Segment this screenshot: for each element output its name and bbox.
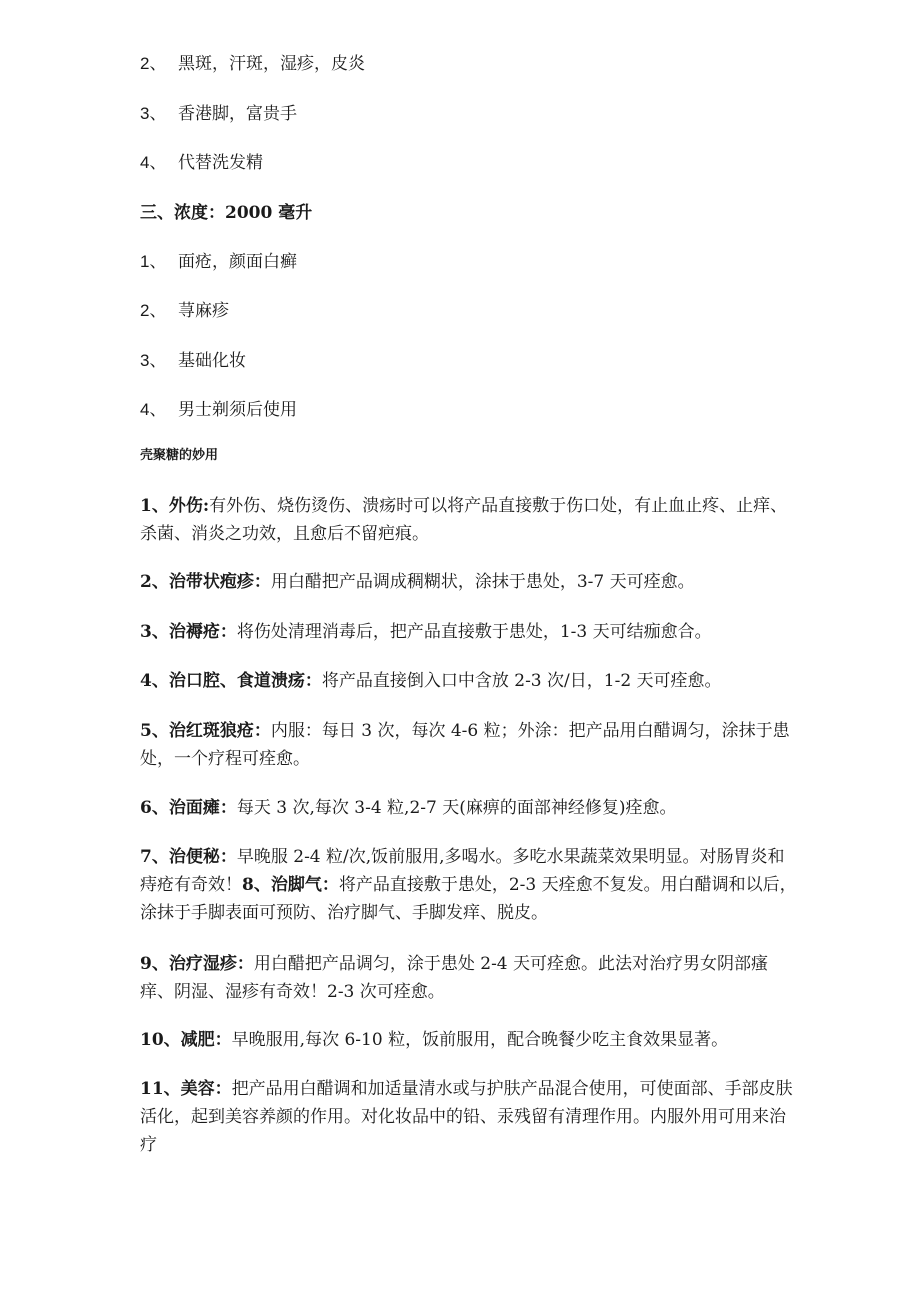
usage-body: 把产品用白醋调和加适量清水或与护肤产品混合使用，可使面部、手部皮肤活化，起到美容养颜的作用。对化妆品中的铅、汞残留有清理作用。内服外用可用来治疗 — [140, 1079, 793, 1155]
list-item — [140, 53, 365, 75]
list-text: 基础化妆 — [178, 351, 246, 371]
list-text: 香港脚，富贵手 — [178, 104, 297, 124]
list-number: 2、 — [140, 54, 167, 73]
usage-paragraph — [140, 618, 800, 646]
usage-paragraph — [140, 843, 800, 927]
usage-heading: 11、美容： — [140, 1079, 232, 1099]
list-number: 3、 — [140, 351, 167, 370]
usage-paragraph — [140, 794, 800, 822]
usage-heading: 7、治便秘： — [140, 847, 237, 867]
list-item — [140, 251, 297, 273]
usage-body: 将产品直接敷于患处，2-3 天痊愈不复发。用白醋调和以后，涂抹于手脚表面可预防、治疗脚气、手脚发痒、脱皮。 — [140, 875, 797, 923]
usage-heading: 9、治疗湿疹： — [140, 954, 254, 974]
usage-body: 每天 3 次,每次 3-4 粒,2-7 天(麻痹的面部神经修复)痊愈。 — [236, 798, 677, 818]
section-heading: 三、浓度：2000 毫升 — [140, 203, 313, 223]
usage-paragraph — [140, 1026, 800, 1054]
list-number: 3、 — [140, 104, 167, 123]
usage-paragraph — [140, 950, 800, 1006]
list-text: 男士剃须后使用 — [178, 400, 297, 420]
usage-heading: 1、外伤: — [140, 496, 210, 516]
usage-body: 早晚服 2-4 粒/次,饭前服用,多喝水。多吃水果蔬菜效果明显。对肠胃炎和痔疮有奇效！ — [140, 847, 785, 895]
usage-paragraph — [140, 717, 800, 773]
usage-body: 将产品直接倒入口中含放 2-3 次/日，1-2 天可痊愈。 — [321, 671, 722, 691]
usage-body: 内服：每日 3 次，每次 4-6 粒；外涂：把产品用白醋调匀，涂抹于患处，一个疗程可痊愈。 — [140, 721, 790, 769]
usage-heading: 5、治红斑狼疮： — [140, 721, 271, 741]
list-text: 代替洗发精 — [178, 153, 263, 173]
usage-paragraph — [140, 492, 800, 548]
usage-heading: 10、减肥： — [140, 1030, 232, 1050]
usage-body: 用白醋把产品调成稠糊状，涂抹于患处，3-7 天可痊愈。 — [270, 572, 695, 592]
list-item — [140, 399, 297, 421]
usage-body: 将伤处清理消毒后，把产品直接敷于患处，1-3 天可结痂愈合。 — [236, 622, 712, 642]
list-number: 4、 — [140, 153, 167, 172]
usage-heading: 6、治面瘫： — [140, 798, 237, 818]
usage-body: 用白醋把产品调匀，涂于患处 2-4 天可痊愈。此法对治疗男女阴部瘙痒、阴湿、湿疹有奇效！2-3 次可痊愈。 — [140, 954, 769, 1002]
usage-heading: 3、治褥疮： — [140, 622, 237, 642]
list-item — [140, 152, 263, 174]
usage-paragraph — [140, 1075, 800, 1159]
usage-body: 有外伤、烧伤烫伤、溃疡时可以将产品直接敷于伤口处，有止血止疼、止痒、杀菌、消炎之功效，且愈后不留疤痕。 — [140, 496, 788, 544]
list-item — [140, 350, 246, 372]
list-text: 黑斑，汗斑，湿疹，皮炎 — [178, 54, 365, 74]
usage-heading: 8、治脚气： — [242, 875, 339, 895]
list-text: 面疮，颜面白癣 — [178, 252, 297, 272]
list-item — [140, 300, 229, 322]
usage-heading: 4、治口腔、食道溃疡： — [140, 671, 322, 691]
list-item — [140, 103, 297, 125]
usage-heading: 2、治带状疱疹： — [140, 572, 271, 592]
list-number: 4、 — [140, 400, 167, 419]
list-number: 2、 — [140, 301, 167, 320]
list-number: 1、 — [140, 252, 167, 271]
usage-title: 壳聚糖的妙用 — [140, 448, 219, 463]
usage-body: 早晚服用,每次 6-10 粒，饭前服用，配合晚餐少吃主食效果显著。 — [231, 1030, 729, 1050]
usage-paragraph — [140, 568, 800, 596]
usage-paragraph — [140, 667, 800, 695]
list-text: 荨麻疹 — [178, 301, 229, 321]
